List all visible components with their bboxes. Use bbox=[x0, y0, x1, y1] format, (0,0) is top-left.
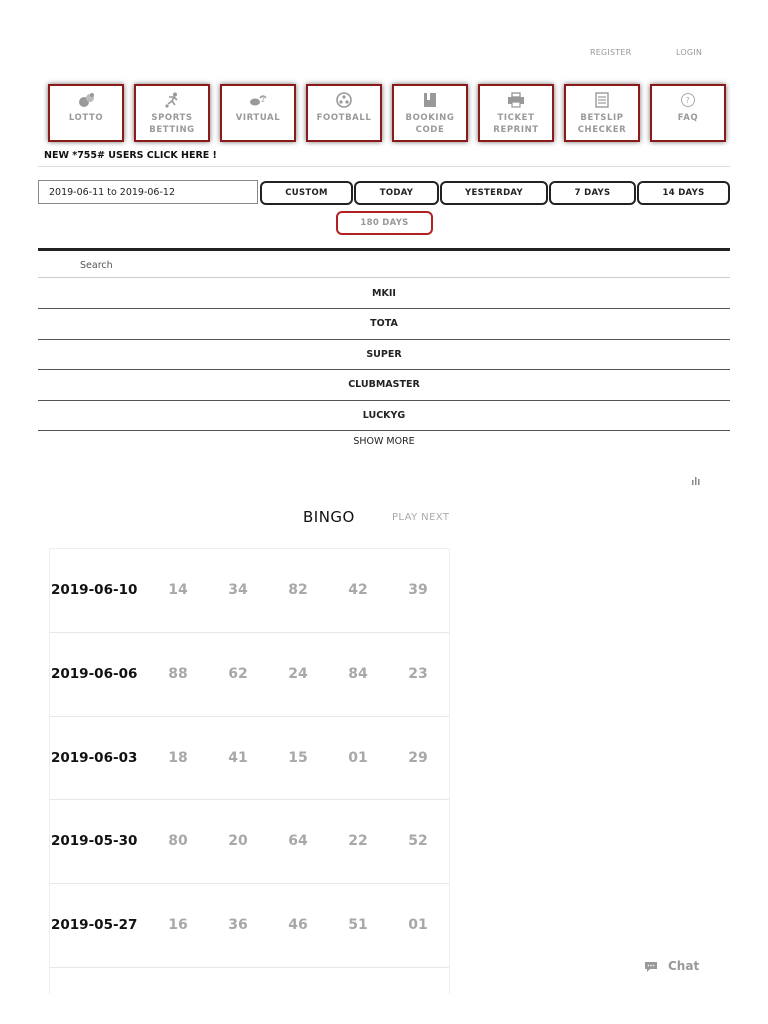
result-date: 2019-06-06 bbox=[51, 665, 138, 682]
lotto-balls-icon bbox=[77, 92, 95, 108]
nav-item-label: FOOTBALL bbox=[316, 113, 372, 123]
result-number: 39 bbox=[408, 582, 428, 598]
play-next-link[interactable]: PLAY NEXT bbox=[392, 512, 450, 523]
nav-item-label: FAQ bbox=[677, 113, 699, 123]
nav-item-betslip-checker[interactable] bbox=[564, 84, 640, 142]
help-circle-icon bbox=[679, 92, 697, 108]
fourteen-days-button[interactable]: 14 DAYS bbox=[637, 181, 730, 205]
result-row bbox=[50, 633, 449, 717]
game-item-luckyg[interactable]: LUCKYG bbox=[38, 401, 730, 431]
today-button[interactable]: TODAY bbox=[354, 181, 439, 205]
divider bbox=[38, 166, 730, 167]
game-item-tota[interactable]: TOTA bbox=[38, 309, 730, 339]
section-divider bbox=[38, 248, 730, 251]
result-row bbox=[50, 549, 449, 633]
result-number: 23 bbox=[408, 665, 428, 682]
game-item-mkii[interactable]: MKII bbox=[38, 279, 730, 309]
nav-item-booking-code[interactable] bbox=[392, 84, 468, 142]
nav-item-label: LOTTO bbox=[68, 113, 104, 123]
results-header bbox=[0, 508, 768, 528]
promo-link[interactable]: NEW *755# USERS CLICK HERE ! bbox=[44, 150, 217, 161]
nav-item-ticket-reprint[interactable] bbox=[478, 84, 554, 142]
result-number: 01 bbox=[348, 749, 368, 766]
results-table bbox=[49, 548, 450, 994]
result-number: 14 bbox=[168, 582, 188, 598]
result-number: 88 bbox=[168, 665, 188, 682]
result-number: 22 bbox=[348, 833, 368, 850]
game-list bbox=[38, 279, 730, 431]
betslip-document-icon bbox=[593, 92, 611, 108]
svg-text:?: ? bbox=[685, 96, 690, 105]
game-item-clubmaster[interactable]: CLUBMASTER bbox=[38, 370, 730, 400]
result-row bbox=[50, 717, 449, 801]
bar-chart-icon[interactable] bbox=[691, 470, 701, 480]
result-number: 84 bbox=[348, 665, 368, 682]
result-number: 42 bbox=[348, 582, 368, 598]
result-number: 34 bbox=[228, 582, 248, 598]
result-number: 36 bbox=[228, 917, 248, 934]
game-title: BINGO bbox=[303, 508, 355, 526]
result-number: 15 bbox=[288, 749, 308, 766]
nav-item-label: BOOKING CODE bbox=[405, 113, 455, 135]
show-more-button[interactable]: SHOW MORE bbox=[353, 436, 415, 447]
result-number: 01 bbox=[408, 917, 428, 934]
login-link[interactable]: LOGIN bbox=[676, 48, 703, 57]
result-number: 82 bbox=[288, 582, 308, 598]
date-range-input[interactable] bbox=[38, 180, 258, 204]
result-number: 18 bbox=[168, 749, 188, 766]
sports-player-icon bbox=[163, 92, 181, 108]
nav-item-label: TICKET REPRINT bbox=[493, 113, 539, 135]
printer-icon bbox=[507, 92, 525, 108]
chat-label: Chat bbox=[668, 959, 700, 973]
search-input[interactable] bbox=[38, 254, 730, 278]
nav-item-label: SPORTS BETTING bbox=[149, 113, 195, 135]
result-number: 41 bbox=[228, 749, 248, 766]
svg-text:2: 2 bbox=[261, 97, 265, 104]
custom-range-button[interactable]: CUSTOM bbox=[260, 181, 353, 205]
virtual-pills-icon bbox=[249, 92, 267, 108]
nav-item-label: BETSLIP CHECKER bbox=[577, 113, 627, 135]
main-nav bbox=[48, 84, 732, 144]
result-number: 24 bbox=[288, 665, 308, 682]
nav-item-label: VIRTUAL bbox=[235, 113, 281, 123]
result-date: 2019-05-27 bbox=[51, 917, 138, 934]
result-date: 2019-06-10 bbox=[51, 582, 138, 598]
result-number: 62 bbox=[228, 665, 248, 682]
result-number: 16 bbox=[168, 917, 188, 934]
nav-item-faq[interactable] bbox=[650, 84, 726, 142]
result-row bbox=[50, 800, 449, 884]
football-icon bbox=[335, 92, 353, 108]
result-date: 2019-05-30 bbox=[51, 833, 138, 850]
nav-item-lotto[interactable] bbox=[48, 84, 124, 142]
result-number: 29 bbox=[408, 749, 428, 766]
result-number: 64 bbox=[288, 833, 308, 850]
seven-days-button[interactable]: 7 DAYS bbox=[549, 181, 636, 205]
register-link[interactable]: REGISTER bbox=[590, 48, 632, 57]
result-number: 46 bbox=[288, 917, 308, 934]
nav-item-sports-betting[interactable] bbox=[134, 84, 210, 142]
chat-bubble-icon bbox=[644, 958, 658, 970]
result-number: 52 bbox=[408, 833, 428, 850]
result-date: 2019-06-03 bbox=[51, 749, 138, 766]
result-number: 51 bbox=[348, 917, 368, 934]
nav-item-virtual[interactable] bbox=[220, 84, 296, 142]
result-row bbox=[50, 884, 449, 968]
one-eighty-days-button[interactable]: 180 DAYS bbox=[336, 211, 433, 235]
header-links bbox=[0, 48, 768, 62]
yesterday-button[interactable]: YESTERDAY bbox=[440, 181, 548, 205]
result-number: 80 bbox=[168, 833, 188, 850]
result-number: 20 bbox=[228, 833, 248, 850]
booking-book-icon bbox=[421, 92, 439, 108]
game-item-super[interactable]: SUPER bbox=[38, 340, 730, 370]
nav-item-football[interactable] bbox=[306, 84, 382, 142]
